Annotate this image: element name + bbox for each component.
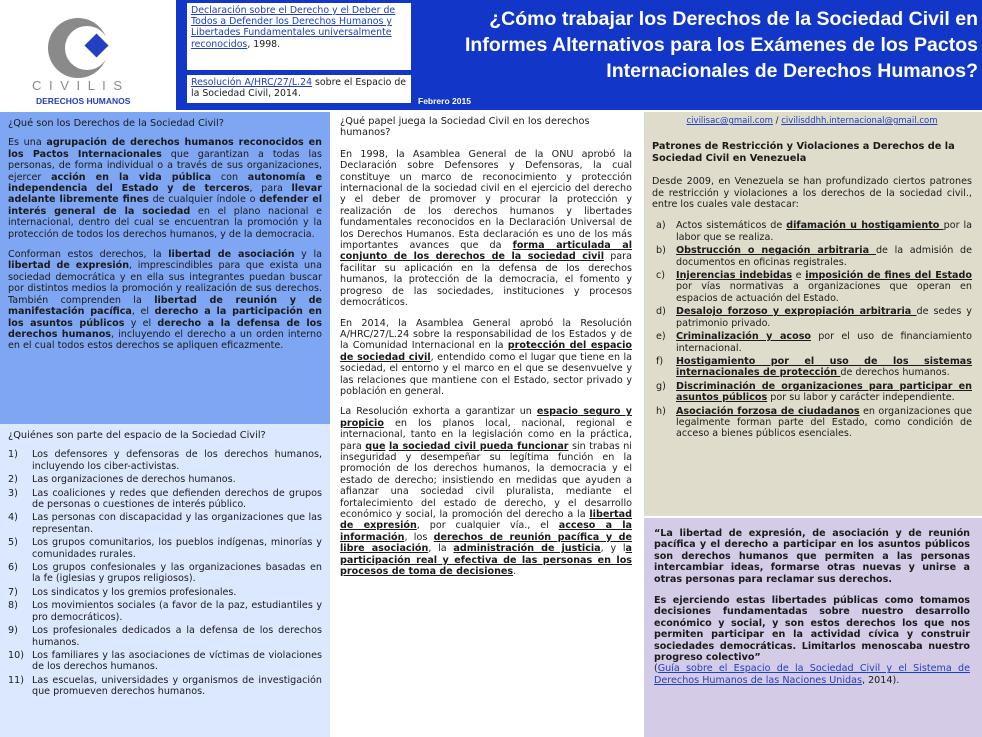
list-letter: b) [656,245,666,257]
list-item [8,512,322,535]
list-number: 10) [8,649,24,661]
list-text: Las organizaciones de derechos humanos. [32,474,236,486]
text-run: . [513,566,517,578]
emphasis-underlined: que [365,440,386,452]
list-item [8,625,322,648]
publication-date: Febrero 2015 [418,96,471,106]
list-text [676,245,972,268]
text-run: y el [124,317,158,329]
contact-emails [652,116,972,127]
text-run: por vías normativas a organizaciones que operan en espacios de actuación del Estado. [676,281,972,304]
text-run: , los [404,531,434,543]
list-item [656,356,972,379]
list-text: Los defensores y defensoras de los derechos humanos, incluyendo los ciber-activistas. [32,449,322,472]
emphasis-underlined: acceso a la información [340,520,632,543]
list-text: Los movimientos sociales (a favor de la paz, estudiantiles y pro democráticos). [32,600,322,623]
email-link[interactable]: civilisddhh.internacional@gmail.com [781,116,938,126]
list-item [8,600,322,623]
patterns-list [652,220,972,439]
list-item [8,488,322,511]
quote-paragraph: Es ejerciendo estas libertades públicas como tomamos decisiones fundamentadas sobre nuestro desarrollo económico y social, y son estos derechos los que nos permiten participar en la actividad cívica y construir sociedades democráticas. Limitarlos menoscaba nuestro progreso colectivo” [654,595,970,664]
list-item [656,220,972,243]
emphasis-underlined: espacio seguro y propicio [340,406,633,429]
emphasis-underlined: forma articulada al conjunto de los derechos de la sociedad civil [340,240,632,263]
text-run: para facilitar su aplicación en la defensa de los derechos humanos, la protección de la democracia, el fomento y progreso de las sociedades, instituciones y procesos democráticos. [340,251,632,309]
list-text [676,270,972,304]
resolution-link[interactable]: Resolución A/HRC/27/L.24 [191,77,313,88]
civil-society-rights-panel [0,112,330,424]
text-run: y la [294,249,322,261]
text-run: de derechos humanos. [840,367,950,379]
emphasis-underlined: protección del espacio de sociedad civil [340,340,632,363]
text-run: , imprescindibles para que exista una sociedad democrática y en ella sus integrantes puedan buscar por distintos medios la promoción y realización de sus derechos. También comprenden la [8,260,322,306]
list-letter: c) [656,270,666,282]
paragraph [8,249,322,352]
list-text [676,306,972,329]
text-run: , incluyendo el derecho a un orden interno en el cual todos estos derechos se apliquen eficazmente. [8,328,322,352]
text-run: en organizaciones que legalmente forman parte del Estado, como condición de acceso a bienes públicos esenciales. [676,405,972,440]
list-item [8,537,322,560]
list-item [656,306,972,329]
civil-society-members-panel [0,424,330,737]
emphasis-underlined: la sociedad civil pueda funcionar [388,440,569,452]
emphasis-underlined: Asociación forzosa de ciudadanos [676,405,860,417]
list-number: 2) [8,474,18,486]
list-text [676,356,972,379]
list-item [8,449,322,472]
list-letter: h) [656,405,666,417]
text-run: por el uso de financiamiento internacional. [676,331,973,354]
emphasis-bold: acción en la vida pública [51,171,212,183]
text-run: en los planos local, nacional, regional e internacional, tanto en la legislación como en la práctica, para [340,417,632,452]
list-letter: e) [656,331,666,343]
list-item [8,587,322,598]
paragraph [340,406,632,577]
list-item [656,331,972,354]
text-run: , la [428,543,454,555]
text-run: de cualquier índole o [148,194,260,206]
emphasis-bold: libertad de reunión y de manifestación pacífica [8,294,322,318]
list-number: 3) [8,487,18,499]
list-letter: g) [656,380,666,392]
list-text [676,406,972,440]
emphasis-underlined: administración de justicia [453,543,601,555]
text-run: de la admisión de documentos en oficinas registrales. [676,245,972,268]
emphasis-bold: derecho a la participación en los asuntos públicos [8,306,322,329]
paragraph [340,149,632,309]
list-letter: f) [656,355,664,367]
logo-subtitle: DERECHOS HUMANOS [36,96,131,106]
page-title: ¿Cómo trabajar los Derechos de la Sociedad Civil en Informes Alternativos para los Exámenes de los Pactos Internacionales de Derechos Humanos? [465,8,978,82]
declaration-link[interactable]: Declaración sobre el Derecho y el Deber de Todos a Defender los Derechos Humanos y Libertades Fundamentales universalmente reconocidos [191,5,396,50]
text-run: e [792,270,806,282]
list-letter: d) [656,306,666,318]
text-run: Actos sistemáticos de [676,220,787,232]
emphasis-underlined: Discriminación de organizaciones para participar en asuntos públicos [676,380,972,404]
list-number: 8) [8,600,18,612]
source-open: ( [654,663,658,675]
venezuela-patterns-panel [644,112,982,516]
guide-link[interactable]: Guía sobre el Espacio de la Sociedad Civil y el Sistema de Derechos Humanos de las Naciones Unidas [654,663,970,686]
text-run: con [211,171,248,183]
emphasis-underlined: libertad de expresión [340,509,632,532]
text-run: , el [131,306,155,318]
list-text: Las coaliciones y redes que defienden derechos de grupos de personas o cuestiones de interés público. [32,487,322,511]
emphasis-underlined: Obstrucción o negación arbitraria [676,245,876,257]
emphasis-bold: autonomía e independencia del Estado y de terceros [8,171,323,195]
emphasis-bold: llevar adelante libremente fines [8,183,322,206]
text-run: en el plano nacional e internacional, dentro del cual se encuentran la promoción y la protección de todos los derechos humanos, y de la democracia. [8,205,322,240]
emphasis-underlined: difamación u hostigamiento [786,220,944,232]
emphasis-bold: defender el interés general de la sociedad [8,194,322,217]
emphasis-underlined: Hostigamiento por el uso de los sistemas internacionales de protección [676,355,972,379]
emphasis-underlined: derechos de reunión pacífica y de libre asociación [340,531,633,555]
civilis-logo-icon [0,4,176,84]
paragraph [340,318,632,398]
emphasis-bold: derecho a la defensa de los derechos humanos [8,317,322,340]
list-number: 11) [8,674,24,686]
list-text: Los grupos comunitarios, los pueblos indígenas, minorías y comunidades rurales. [32,537,322,560]
list-number: 1) [8,449,18,461]
list-number: 4) [8,512,18,524]
role-panel [332,112,642,737]
paragraph: Desde 2009, en Venezuela se han profundizado ciertos patrones de restricción y violaciones a los derechos de la sociedad civil., entre los cuales vale destacar: [652,176,972,211]
emphasis-underlined: Criminalización y acoso [676,331,811,343]
section-heading: ¿Qué son los Derechos de la Sociedad Civil? [8,118,224,129]
list-text: Las escuelas, universidades y organismos de investigación que promueven derechos humanos. [32,674,322,698]
text-run: La Resolución exhorta a garantizar un [340,406,537,418]
list-item [8,474,322,485]
paragraph [8,137,322,240]
reference-box-declaration [186,2,412,71]
list-text [676,220,972,243]
text-run: que garantizan a todas las personas, de forma individual o a través de sus organizaciones, ejercer [8,148,322,183]
emphasis-underlined: imposición de fines del Estado [805,270,972,282]
logo-wordmark: C I V I L I S [32,78,124,93]
list-item [8,675,322,698]
text-run: por la labor que se realiza. [676,220,973,243]
section-heading: ¿Quiénes son parte del espacio de la Sociedad Civil? [8,430,266,441]
text-run: En 2014, la Asamblea General aprobó la Resolución A/HRC/27/L.24 sobre la responsabilidad de los Estados y de la Comunidad Internacional en la [340,317,632,352]
emphasis-underlined: Injerencias indebidas [676,270,793,282]
list-number: 6) [8,562,18,574]
emphasis-bold: libertad de expresión [8,260,130,272]
list-letter: a) [656,220,666,232]
list-item [656,270,972,304]
list-number: 9) [8,625,18,637]
text-run: , para [249,183,292,195]
list-item [8,650,322,673]
quote-source [654,663,970,686]
list-text: Los sindicatos y los gremios profesionales. [32,586,237,598]
section-heading: ¿Qué papel juega la Sociedad Civil en los derechos humanos? [340,116,590,139]
list-number: 7) [8,586,18,598]
list-text: Las personas con discapacidad y las organizaciones que las representan. [32,512,322,535]
source-tail: , 2014). [861,674,900,686]
text-run: Es una [8,137,47,149]
emphasis-underlined: Desalojo forzoso y expropiación arbitraria [676,306,917,318]
quote-paragraph: “La libertad de expresión, de asociación y de reunión pacífica y el derecho a participar en los asuntos públicos son derechos humanos que permiten a las personas intercambiar ideas, formarse otras nuevas y unirse a otras personas para reclamar sus derechos. [654,528,970,585]
quote-panel [644,518,982,737]
text-run: de sedes y patrimonio privado. [676,306,972,329]
text-run: Conforman estos derechos, la [8,249,169,261]
text-run: En 1998, la Asamblea General de la ONU aprobó la Declaración sobre Defensores y Defensoras, la cual constituye un marco de reconocimiento y protección internacional de la sociedad civil en el ejercicio del derecho y el deber de promover y procurar la protección y realización de los derechos humanos y libertades fundamentales reconocidos en la Declaración Universal de los Derechos Humanos. Esta declaración es uno de los más importantes avances que da [340,148,632,252]
section-heading: Patrones de Restricción y Violaciones a Derechos de la Sociedad Civil en Venezuela [652,141,955,164]
text-run: , y l [600,543,626,555]
members-list [8,449,322,697]
list-text: Los grupos confesionales y las organizaciones basadas en la fe (iglesias y grupos religiosos). [32,562,322,585]
text-run: , por cualquier vía., el [416,520,559,532]
emphasis-underlined: a participación real y efectiva de las personas en los procesos de toma de decisiones [340,543,633,578]
emphasis-bold: libertad de asociación [168,249,295,261]
list-item [656,245,972,268]
email-separator: / [772,116,782,126]
list-text [676,331,972,354]
list-number: 5) [8,537,18,549]
list-item [656,381,972,404]
list-item [656,406,972,440]
text-run: sin trabas ni inseguridad y desempeñar su legítima función en la promoción de los derechos humanos, la democracia y el estado de derecho; insistiendo en medidas que ayuden a afianzar una sociedad civil pluralista, mediante el fortalecimiento del estado de derecho, y el desarrollo económico y social, la promoción del derecho a la [340,440,632,520]
text-run: por su labor y carácter independiente. [767,392,955,404]
list-text [676,381,972,404]
reference-tail: sobre el Espacio de la Sociedad Civil, 2014. [191,77,407,100]
text-run: , entendido como el lugar que tiene en la sociedad, el entorno y el marco en el que se desenvuelve y las relaciones que mantiene con el Estado, sector privado y población en general. [340,351,632,397]
email-link[interactable]: civilisac@gmail.com [686,116,773,126]
reference-box-resolution [186,74,412,104]
list-text: Los profesionales dedicados a la defensa de los derechos humanos. [32,625,322,648]
emphasis-bold: agrupación de derechos humanos reconocidos en los Pactos Internacionales [8,137,323,160]
reference-tail: , 1998. [247,38,281,50]
logo-area [0,0,176,110]
list-text: Los familiares y las asociaciones de víctimas de violaciones de los derechos humanos. [32,649,322,673]
list-item [8,562,322,585]
